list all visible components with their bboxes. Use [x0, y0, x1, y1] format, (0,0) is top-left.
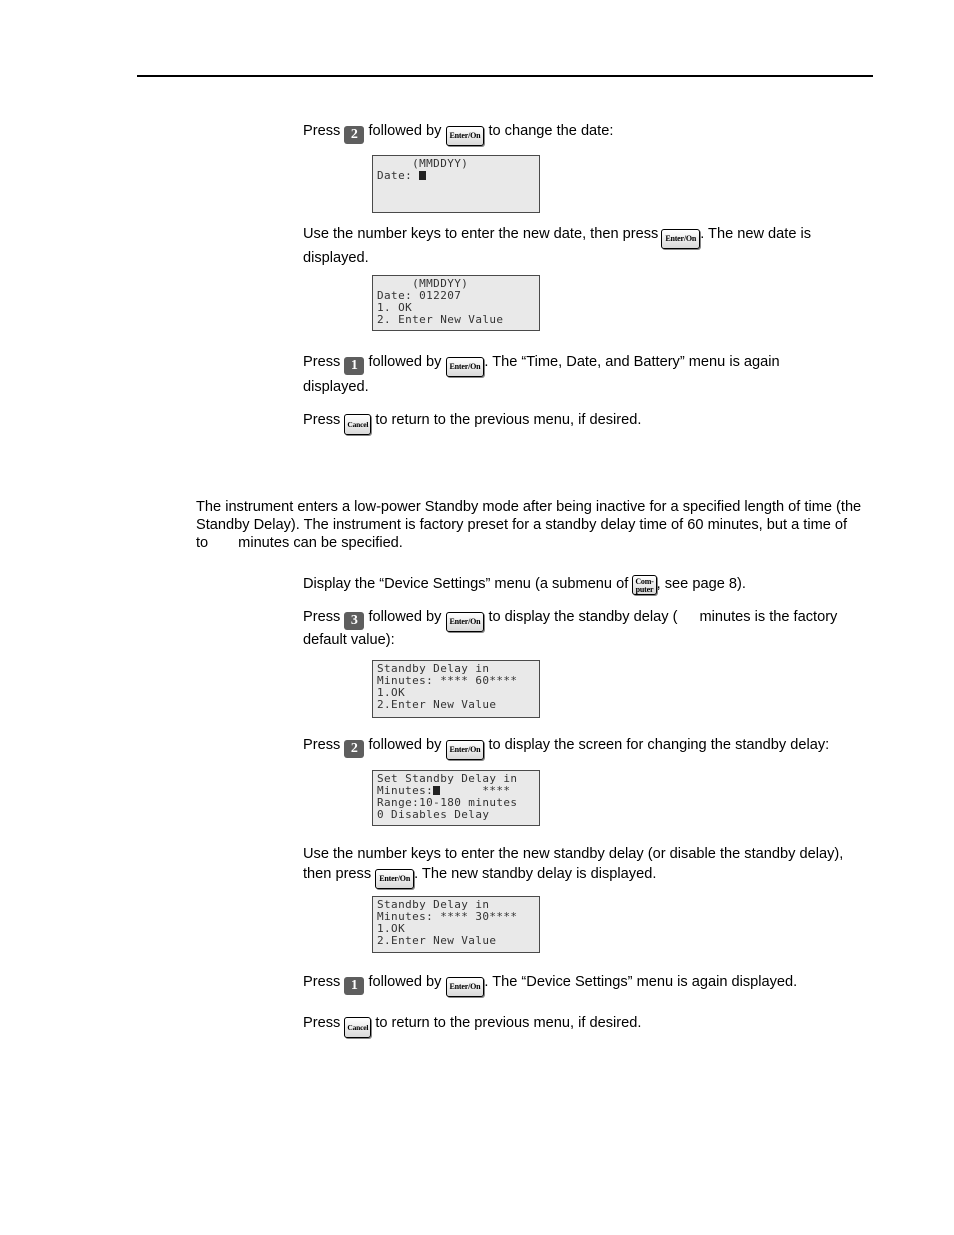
- intro-text: The instrument enters a low-power Standby mode after being inactive for a specified length of time (the Standby Delay). The instrument is factory preset for a standby delay time of 60 minutes, but a time of: [196, 499, 862, 533]
- lcd-text: Date:: [377, 169, 420, 182]
- standby-step-6: [303, 1014, 641, 1038]
- step-text: Press: [303, 974, 341, 990]
- standby-intro: [196, 498, 874, 552]
- step-text: Use the number keys to enter the new standby delay (or disable the standby delay), then press: [303, 846, 844, 882]
- lcd-standby-current: [372, 660, 540, 718]
- key-label: puter: [635, 585, 654, 594]
- step-text: Press: [303, 123, 341, 139]
- key-2-icon: 2: [344, 740, 364, 758]
- intro-text: to: [196, 535, 209, 551]
- cancel-key-icon: Cancel: [344, 414, 371, 435]
- key-1-icon: 1: [344, 357, 364, 375]
- step-text: . The “Time, Date, and Battery” menu is again displayed.: [303, 354, 780, 395]
- step-text: to change the date:: [488, 123, 614, 139]
- lcd-text: Minutes:: [377, 784, 434, 797]
- enter-on-key-icon: Enter/On: [446, 612, 485, 632]
- lcd-line: 2. Enter New Value: [377, 313, 504, 326]
- lcd-standby-new: [372, 896, 540, 953]
- lcd-line: 1. OK: [377, 301, 413, 314]
- lcd-line: 2.Enter New Value: [377, 698, 497, 711]
- key-label: Com-: [635, 577, 654, 586]
- step-text: , see page 8).: [656, 576, 746, 592]
- lcd-line: 1.OK: [377, 686, 406, 699]
- step-text: followed by: [368, 123, 442, 139]
- step-text: to return to the previous menu, if desired.: [375, 412, 642, 428]
- step-text: . The new date is displayed.: [303, 226, 812, 266]
- standby-step-4: [303, 844, 848, 889]
- lcd-line: (MMDDYY): [377, 157, 469, 170]
- cursor-icon: [419, 171, 426, 180]
- step-text: to return to the previous menu, if desired.: [375, 1015, 642, 1031]
- standby-step-2: [303, 609, 843, 649]
- step-text: followed by: [368, 354, 442, 370]
- computer-key-icon: [632, 575, 656, 595]
- lcd-line: 1.OK: [377, 922, 406, 935]
- step-text: to display the screen for changing the standby delay:: [488, 737, 830, 753]
- step-text: followed by: [368, 609, 442, 625]
- enter-on-key-icon: Enter/On: [446, 126, 485, 146]
- step-text: to display the standby delay (: [488, 609, 678, 625]
- lcd-line: Set Standby Delay in: [377, 772, 518, 785]
- lcd-line: (MMDDYY): [377, 277, 469, 290]
- step-text: Use the number keys to enter the new date, then press: [303, 226, 659, 242]
- key-3-icon: 3: [344, 612, 364, 630]
- enter-on-key-icon: Enter/On: [446, 977, 485, 997]
- lcd-line: Standby Delay in: [377, 662, 490, 675]
- header-rule: [137, 75, 873, 77]
- lcd-line: Date: 012207: [377, 289, 462, 302]
- lcd-line: [377, 170, 535, 182]
- lcd-text: ****: [440, 784, 511, 797]
- lcd-line: Minutes: **** 60****: [377, 674, 518, 687]
- cancel-key-icon: Cancel: [344, 1017, 371, 1038]
- lcd-line: Standby Delay in: [377, 898, 490, 911]
- lcd-line: Minutes: **** 30****: [377, 910, 518, 923]
- date-step-3: [303, 352, 843, 398]
- step-text: Press: [303, 412, 341, 428]
- standby-step-5: [303, 973, 797, 997]
- step-text: Press: [303, 354, 341, 370]
- key-2-icon: 2: [344, 126, 364, 144]
- step-text: Display the “Device Settings” menu (a submenu of: [303, 576, 629, 592]
- step-text: Press: [303, 609, 341, 625]
- enter-on-key-icon: Enter/On: [661, 229, 700, 249]
- enter-on-key-icon: Enter/On: [446, 357, 485, 377]
- lcd-line: 2.Enter New Value: [377, 934, 497, 947]
- lcd-date-confirm: [372, 275, 540, 331]
- enter-on-key-icon: Enter/On: [375, 869, 414, 889]
- key-1-icon: 1: [344, 977, 364, 995]
- lcd-standby-set: [372, 770, 540, 826]
- date-step-2: [303, 225, 863, 267]
- standby-step-1: [303, 575, 746, 595]
- step-text: . The “Device Settings” menu is again displayed.: [484, 974, 798, 990]
- enter-on-key-icon: Enter/On: [446, 740, 485, 760]
- step-text: followed by: [368, 737, 442, 753]
- standby-step-3: [303, 736, 829, 760]
- lcd-date-entry: [372, 155, 540, 213]
- step-text: Press: [303, 737, 341, 753]
- date-step-4: [303, 411, 641, 435]
- step-text: . The new standby delay is displayed.: [414, 866, 657, 882]
- intro-text: minutes can be specified.: [238, 535, 403, 551]
- step-text: minutes is the factory default value):: [303, 609, 838, 648]
- lcd-line: Range:10-180 minutes: [377, 796, 518, 809]
- lcd-line: 0 Disables Delay: [377, 808, 490, 821]
- step-text: followed by: [368, 974, 442, 990]
- date-step-1: [303, 122, 613, 146]
- step-text: Press: [303, 1015, 341, 1031]
